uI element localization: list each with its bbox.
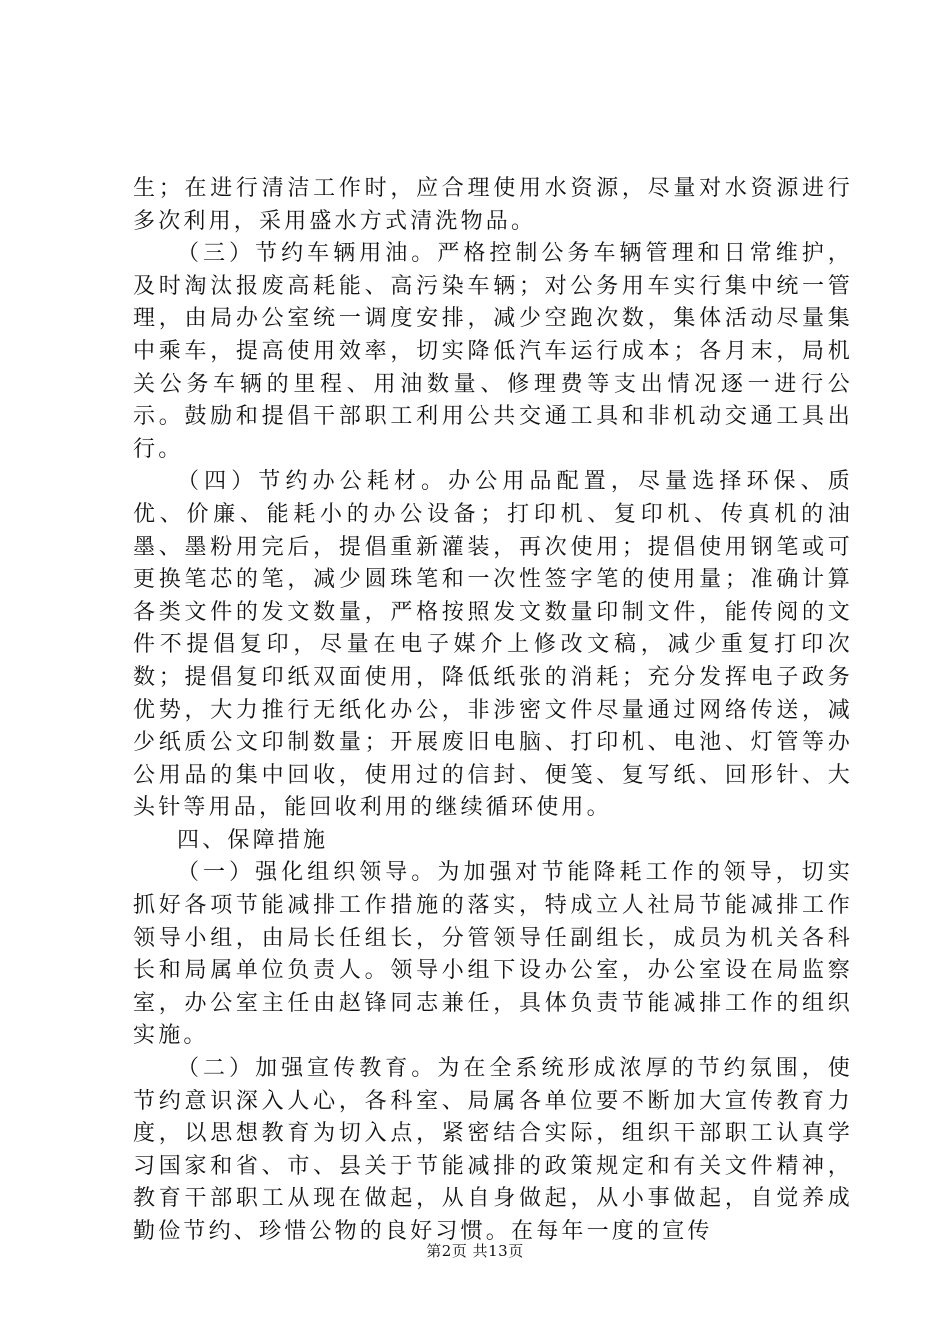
paragraph-office-supplies: （四）节约办公耗材。办公用品配置，尽量选择环保、质优、价廉、能耗小的办公设备；打印机、复印机、传真机的油墨、墨粉用完后，提倡重新灌装，再次使用；提倡使用钢笔或可更换笔芯的笔，减少圆珠笔和一次性签字笔的使用量；准确计算各类文件的发文数量，严格按照发文数量印制文件，能传阅的文件不提倡复印，尽量在电子媒介上修改文稿，减少重复打印次数；提倡复印纸双面使用，降低纸张的消耗；充分发挥电子政务优势，大力推行无纸化办公，非涉密文件尽量通过网络传送，减少纸质公文印制数量；开展废旧电脑、打印机、电池、灯管等办公用品的集中回收，使用过的信封、便笺、复写纸、回形针、大头针等用品，能回收利用的继续循环使用。	[133, 469, 853, 821]
section-heading-safeguards: 四、保障措施	[177, 827, 329, 853]
document-body	[133, 173, 853, 1249]
page-number-footer: 第2页 共13页	[426, 1242, 524, 1260]
paragraph-continuation: 生；在进行清洁工作时，应合理使用水资源，尽量对水资源进行多次利用，采用盛水方式清洗物品。	[133, 176, 853, 234]
paragraph-publicity-education: （二）加强宣传教育。为在全系统形成浓厚的节约氛围，使节约意识深入人心，各科室、局属各单位要不断加大宣传教育力度，以思想教育为切入点，紧密结合实际，组织干部职工认真学习国家和省、市、县关于节能减排的政策规定和有关文件精神，教育干部职工从现在做起，从自身做起，从小事做起，自觉养成勤俭节约、珍惜公物的良好习惯。在每年一度的宣传	[133, 1056, 853, 1244]
paragraph-organization-leadership: （一）强化组织领导。为加强对节能降耗工作的领导，切实抓好各项节能减排工作措施的落实，特成立人社局节能减排工作领导小组，由局长任组长，分管领导任副组长，成员为机关各科长和局属单位负责人。领导小组下设办公室，办公室设在局监察室，办公室主任由赵锋同志兼任，具体负责节能减排工作的组织实施。	[133, 860, 853, 1049]
paragraph-vehicle-fuel: （三）节约车辆用油。严格控制公务车辆管理和日常维护，及时淘汰报废高耗能、高污染车辆；对公务用车实行集中统一管理，由局办公室统一调度安排，减少空跑次数，集体活动尽量集中乘车，提高使用效率，切实降低汽车运行成本；各月末，局机关公务车辆的里程、用油数量、修理费等支出情况逐一进行公示。鼓励和提倡干部职工利用公共交通工具和非机动交通工具出行。	[133, 241, 853, 462]
